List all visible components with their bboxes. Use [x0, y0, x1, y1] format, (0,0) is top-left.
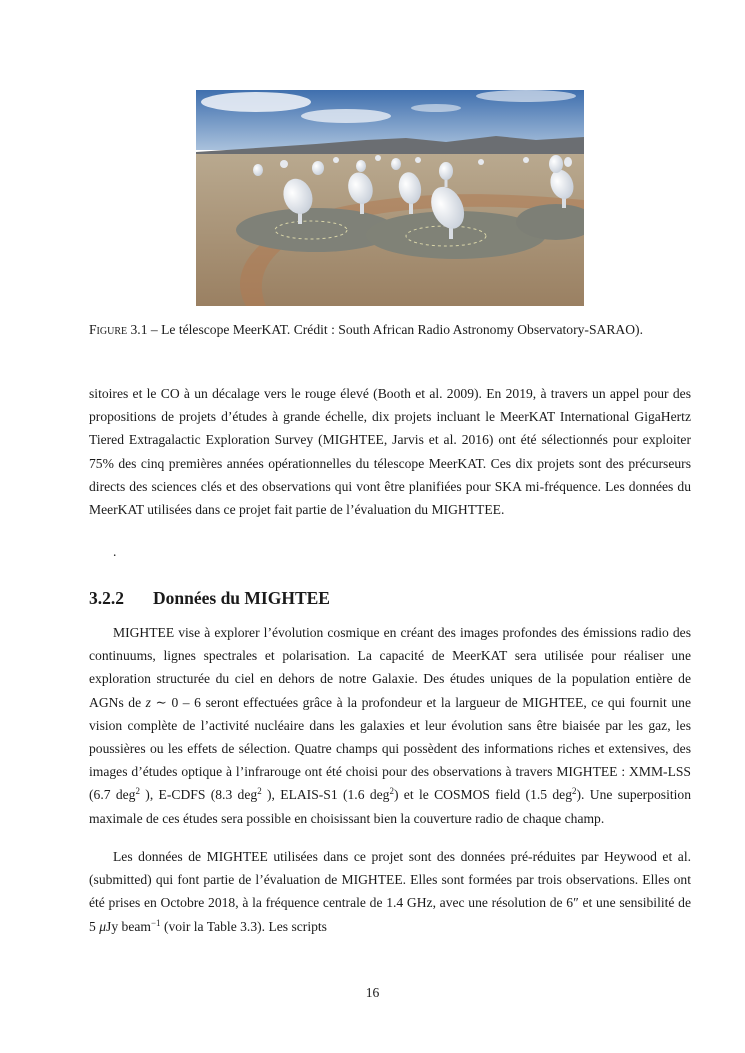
p2-sup-2: 2	[257, 786, 262, 797]
section-title: Données du MIGHTEE	[153, 588, 330, 608]
p2-sup-1: 2	[135, 786, 140, 797]
figure-caption-text: – Le télescope MeerKAT. Crédit : South African Radio Astronomy Observatory-SARAO).	[147, 322, 643, 337]
p3-text-2: Jy beam	[106, 918, 151, 934]
p2-text-1: MIGHTEE vise à explorer l’évolution cosmique en créant des images profondes des émissions radio des continuums, lignes spectrales et polarisation. La capacité de MeerKAT sera utilisée pour réaliser une exploration structurée du ciel en dehors de notre Galaxie. Des études uniques de la population entière de AGNs de	[89, 625, 691, 710]
p2-math-range: ∼ 0 – 6	[150, 694, 201, 710]
p2-sup-3: 2	[389, 786, 394, 797]
p2-sup-4: 2	[572, 786, 577, 797]
body-paragraph-3	[89, 845, 691, 938]
body-paragraph-2	[89, 621, 691, 830]
p3-mu: μ	[99, 918, 107, 934]
body-paragraph-1: sitoires et le CO à un décalage vers le rouge élevé (Booth et al. 2009). En 2019, à travers un appel pour des propositions de projets d’études à grande échelle, dix projets incluant le MeerKAT International GigaHertz Tiered Extragalactic Exploration Survey (MIGHTEE, Jarvis et al. 2016) ont été sélectionnés pour exploiter 75% des cinq premières années opérationnelles du télescope MeerKAT. Ces dix projets sont des précurseurs directs des sciences clés et des observations qui vont être planifiées pour SKA mi-fréquence. Les données du MeerKAT utilisées dans ce projet fait partie de l’évaluation du MIGHTTEE.	[89, 386, 691, 518]
section-heading	[89, 586, 691, 610]
p2-text-5: ) et le COSMOS field (1.5 deg	[393, 787, 573, 803]
page-number: 16	[365, 985, 380, 1000]
p2-math-z: z	[145, 694, 151, 710]
p2-text-2: seront effectuées grâce à la profondeur et la largueur de MIGHTEE, ce qui fournit une vision complète de l’activité nucléaire dans les galaxies et leur évolution sans être biaisée par les gaz, les poussières ou les effets de sélection. Quatre champs qui possèdent des informations riches et extensives, des images d’études optique à l’infrarouge ont été choisi pour des observations à travers MIGHTEE : XMM-LSS (6.7 deg	[89, 694, 691, 803]
meerkat-telescope-photo	[196, 90, 584, 306]
stray-dot: .	[113, 544, 117, 559]
section-number: 3.2.2	[89, 588, 124, 608]
p3-text-1: Les données de MIGHTEE utilisées dans ce projet sont des données pré-réduites par Heywood et al. (submitted) qui font partie de l’évaluation de MIGHTEE. Elles sont formées par trois observations. Elles ont été prises en Octobre 2018, à la fréquence centrale de 1.4 GHz, avec une résolution de 6″ et une sensibilité de 5	[89, 849, 691, 934]
figure-label: Figure 3.1	[89, 322, 148, 337]
figure-caption	[89, 320, 691, 340]
p2-text-4: ), ELAIS-S1 (1.6 deg	[261, 787, 390, 803]
p3-text-3: (voir la Table 3.3). Les scripts	[160, 918, 327, 934]
p2-text-3: ), E-CDFS (8.3 deg	[139, 787, 258, 803]
p2-text-6: ). Une superposition maximale de ces études sera possible en choisissant bien la couverture radio de chaque champ.	[89, 787, 691, 826]
ground	[196, 154, 584, 306]
p3-sup: −1	[150, 917, 161, 928]
